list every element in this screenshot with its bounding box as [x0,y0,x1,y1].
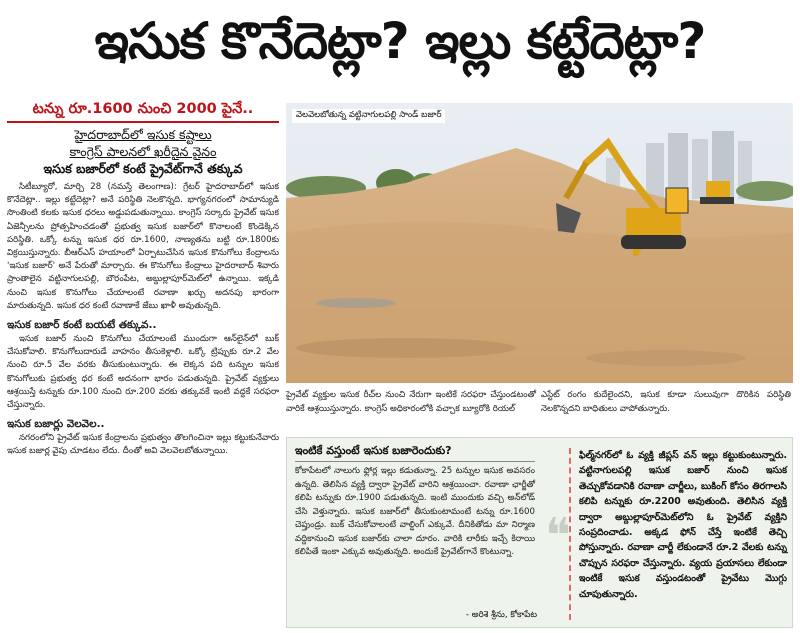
quote-icon: ❝ [545,508,571,564]
section-heading: ఇసుక బజార్లు వెలవెల.. [7,418,105,431]
quote-panel [569,448,787,620]
box-heading: ఇంటికే వస్తుంటే ఇసుక బజారెందుకు? [295,444,452,457]
sidebar-box [286,437,793,628]
article-paragraph: సిటీబ్యూరో, మార్చి 28 (నమస్తే తెలంగాణ): గ్రేటర్‌ హైదరాబాద్‌లో ఇసుక కొనేదెట్లా.. ఇల్లు కట్టేదెట్లా? అనే పరిస్థితి నెలకొన్నది. భాగ్యనగరంలో సామాన్యుడి సొంతింటి కలకు ఇసుక ధరలు అడ్డుపడుతున్నాయి. కాంగ్రెస్‌ సర్కారు ప్రైవేట్‌ ఇసుక ఏజెన్సీలను ప్రోత్సహించడంతో ప్రభుత్వ ఇసుక బజార్‌లో కొనాలంటే కొండెక్కిన పరిస్థితి. ఒక్కో టన్ను ఇసుక ధర రూ.1600, నాణ్యతను బట్టి రూ.1800కు విక్రయిస్తున్నారు. బీఆర్‌ఎస్‌ హయాంలో ఏర్పాటుచేసిన ఇసుక కొనుగోలు కేంద్రాలను 'ఇసుక బజార్‌' అనే పేరుతో మార్చారు. ఈ కొనుగోలు కేంద్రాలు హైదరాబాద్‌ శివారు ప్రాంతాలైన వట్టినాగులపల్లి, బౌరంపేట, అబ్దుల్లాపూర్‌మెట్‌లో ఉన్నాయి. ఇక్కడి నుంచి ఇసుక కొనుగోలు చేయాలంటే రవాణా ఖర్చు అదనపు భారంగా మారుతున్నది. ఇసుక ధర కంటే రవాణాకే జేబు ఖాళీ అవుతున్నది. [7,182,279,311]
kicker: టన్ను రూ.1600 నుంచి 2000 పైనే.. [32,101,254,117]
photo-caption-left: ప్రైవేట్‌ వ్యక్తుల ఇసుక రీచ్‌ల నుంచి నేరుగా ఇంటికే సరఫరా చేస్తుండటంతో వారికే ఆశ్రయిస్తున్నారు. కాంగ్రెస్‌ అధికారంలోకి వచ్చాక బ్యూరోకి రియల్‌ [286,390,536,414]
sand-yard-image [286,103,793,383]
section-heading: ఇసుక బజార్‌ కంటే బయటే తక్కువ.. [7,319,157,332]
photo-caption-right: ఎస్టేట్‌ రంగం కుదేలైందని, ఇసుక కూడా సులువుగా దొరికిన పరిస్థితి నెలకొన్నదని బాధితులు వాపోతున్నారు. [541,390,791,414]
photo-label: వెలవెలబోతున్న వట్టినాగులపల్లి సాండ్‌ బజార్‌ [292,109,445,123]
article-column [7,98,279,628]
box-signature: - అరిశె శ్రీను, కోకాపేట [465,610,537,620]
headline: ఇసుక కొనేదెట్లా? ఇల్లు కట్టేదెట్లా? [94,11,706,70]
quote-text: ఫిల్మ్‌నగర్‌లో ఓ వ్యక్తి జీప్లస్‌ వన్‌ ఇల్లు కట్టుకుంటున్నారు. వట్టినాగులపల్లి ఇసుక బజార్‌ నుంచి ఇసుక తెచ్చుకోవడానికి రవాణా చార్జీలు, బుకింగ్‌ కోసం తిరగాలసి కలిపి టన్నుకు రూ.2200 అవుతుంది. తెలిసిన వ్యక్తి ద్వారా అబ్దుల్లాపూర్‌మెట్‌లోని ఓ ప్రైవేట్‌ వ్యక్తిని సంప్రదించాడు. అక్కడ ఫోన్‌ చేస్తే ఇంటికే తెచ్చి పోస్తున్నారు. రవాణా చార్జీ లేకుండానే రూ.2 వేలకు టన్ను చొప్పున సరఫరా చేస్తున్నారు. వ్యయ ప్రయాసలు లేకుండా ఇంటికే ఇసుక వస్తుండటంతో ప్రైవేటు మొగ్గు చూపుతున్నారు. [579,450,787,600]
news-photo [286,103,793,383]
article-paragraph: ఇసుక బజార్‌ నుంచి కొనుగోలు చేయాలంటే ముందుగా ఆన్‌లైన్‌లో బుక్‌ చేసుకోవాలి. కొనుగోలుదారుడే వాహనం తీసుకెళ్లాలి. ఒక్కో ట్రిప్పుకు రూ.2 వేల నుంచి రూ.5 వేల వరకు తీసుకుంటున్నారు. ఈ లెక్కన పది టన్నుల ఇసుక కొనుగోలుకు ప్రభుత్వ ధర కంటే అదనంగా భారం పడుతున్నది. ప్రైవేట్‌ వ్యక్తులు ఆశ్రయిస్తే టన్నుకు రూ.100 నుంచి రూ.200 వరకు తక్కువకే ఇంటి వద్దకే సరఫరా చేస్తున్నారు. [7,334,279,411]
article-paragraph: నగరంలోని ప్రైవేట్‌ ఇసుక కేంద్రాలను ప్రభుత్వం తొలగించినా ఇల్లు కట్టుకునేవారు ఇసుక బజార్ల వైపు చూడటం లేదు. దీంతో అవి వెలవెలబోతున్నాయి. [7,433,279,457]
subhead-3: ఇసుక బజార్‌లో కంటే ప్రైవేట్‌గానే తక్కువ [43,161,243,176]
kicker-rule [7,121,279,123]
box-heading-rule [295,461,535,462]
headline-banner [0,0,800,94]
box-body: కోకాపేటలో నాలుగు ఫ్లోర్ల ఇల్లు కడుతున్నా. 25 టన్నుల ఇసుక అవసరం ఉన్నది. తెలిసిన వ్యక్తి ద్వారా ప్రైవేట్‌ వారిని ఆశ్రయించా. రవాణా ఛార్జీతో కలిపి టన్నుకు రూ.1900 పడుతున్నది. ఇంటి ముందుకు వచ్చి అన్‌లోడ్‌ చేసి వెళ్తున్నారు. ఇసుక బజార్‌లో తీసుకుంటామంటే టన్ను రూ.1600 చెప్తుండ్రు. బుక్‌ చేసుకోవాలంటే వాల్డింగ్‌ ఎక్కువే. దీనికితోడు మా నిర్మాణ వద్దికానుంచి ఇసుక బజార్‌కు చాలా దూరం. వారికి లారీకు ఇచ్చే కిరాయి కలిపితే ఇంకా ఎక్కువ అవుతున్నది. అందుకే ప్రైవేట్‌గానే కొంటున్నా. [295,466,535,557]
subhead-1: హైదరాబాద్‌లో ఇసుక కష్టాలు [74,127,212,142]
subhead-2: కాంగ్రెస్‌ పాలనలో ఖరీదైన వైనం [69,144,217,159]
article-body [7,181,279,459]
